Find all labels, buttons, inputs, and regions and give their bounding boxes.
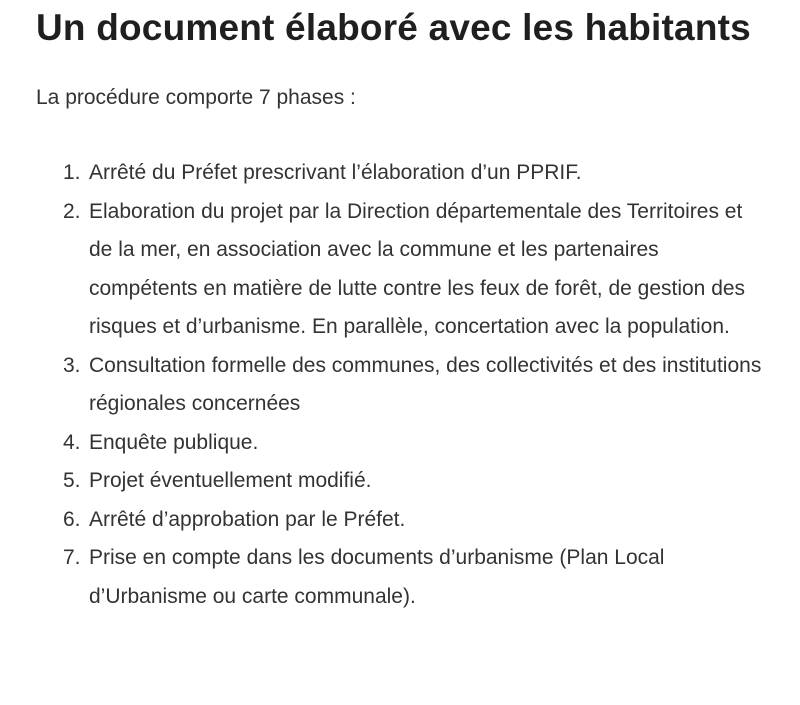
phase-item: [36, 424, 770, 463]
phase-text: Elaboration du projet par la Direction départementale des Territoires et de la mer, en association avec la commune et les partenaires compétents en matière de lutte contre les feux de forêt, de gestion des risques et d’urbanisme. En parallèle, concertation avec la population.: [89, 199, 746, 338]
phase-text: Arrêté du Préfet prescrivant l’élaboration d’un PPRIF.: [89, 161, 582, 184]
phase-item: [36, 501, 770, 540]
phase-number: 5.: [63, 469, 81, 492]
phase-text: Consultation formelle des communes, des collectivités et des institutions régionales concernées: [89, 353, 762, 415]
phase-text: Projet éventuellement modifié.: [89, 469, 372, 492]
article-intro: La procédure comporte 7 phases :: [36, 86, 356, 109]
phase-number: 3.: [63, 353, 81, 377]
phase-text: Prise en compte dans les documents d’urbanisme (Plan Local d’Urbanisme ou carte communale).: [89, 546, 665, 608]
article-title: Un document élaboré avec les habitants: [36, 7, 751, 48]
phases-list: [36, 154, 770, 616]
phase-number: 7.: [63, 546, 81, 569]
phase-text: Enquête publique.: [89, 430, 259, 454]
phase-number: 6.: [63, 507, 81, 531]
phase-item: [36, 154, 770, 193]
phase-item: [36, 539, 770, 616]
phase-number: 4.: [63, 430, 81, 454]
phase-item: [36, 347, 770, 424]
phase-item: [36, 193, 770, 347]
phase-number: 1.: [63, 161, 81, 184]
phase-text: Arrêté d’approbation par le Préfet.: [89, 507, 406, 531]
phase-item: [36, 462, 770, 501]
phase-number: 2.: [63, 199, 81, 223]
